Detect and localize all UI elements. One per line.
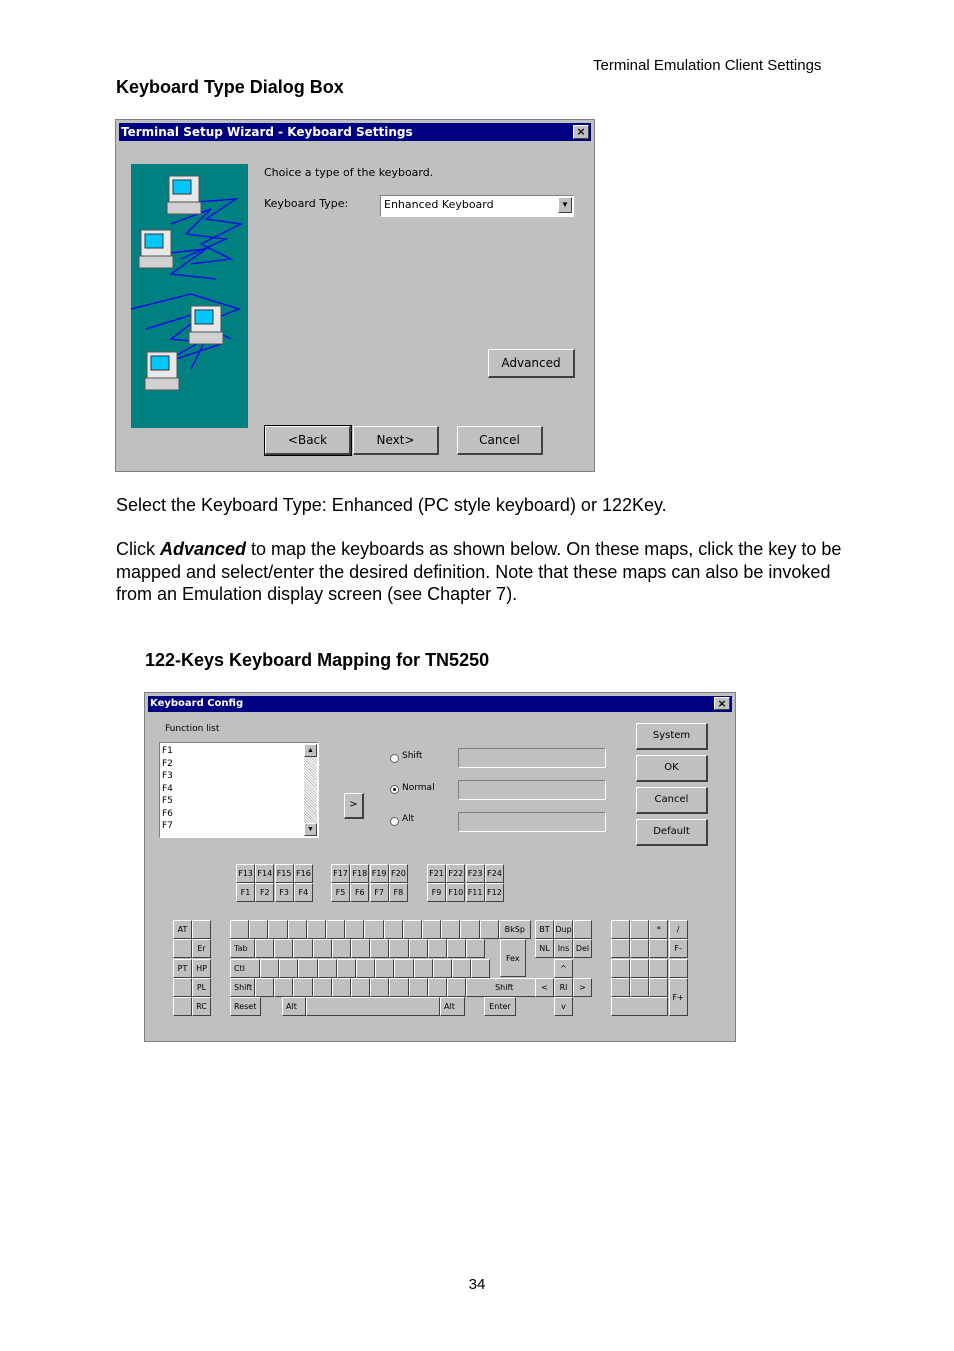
- numpad-key[interactable]: F+: [669, 978, 688, 1016]
- cancel-button[interactable]: Cancel: [457, 426, 543, 455]
- nav-key[interactable]: BT: [535, 920, 554, 939]
- main-key[interactable]: [337, 959, 356, 978]
- nav-key[interactable]: [573, 920, 592, 939]
- default-button[interactable]: Default: [636, 819, 708, 846]
- function-key[interactable]: F11: [466, 883, 485, 902]
- main-key[interactable]: [288, 920, 307, 939]
- function-key[interactable]: F4: [294, 883, 313, 902]
- keyboard-config-dialog: [144, 692, 736, 1042]
- function-key[interactable]: F24: [485, 864, 504, 883]
- normal-definition-field[interactable]: [458, 780, 606, 800]
- function-key[interactable]: F13: [236, 864, 255, 883]
- function-key[interactable]: F9: [427, 883, 446, 902]
- main-key[interactable]: [313, 939, 332, 958]
- main-key[interactable]: [293, 978, 312, 997]
- function-key[interactable]: F22: [446, 864, 465, 883]
- left-block-key[interactable]: PL: [192, 978, 211, 997]
- main-key[interactable]: [345, 920, 364, 939]
- keyboard-prompt: Choice a type of the keyboard.: [264, 166, 434, 179]
- scroll-down-icon[interactable]: ▼: [304, 823, 317, 836]
- function-key[interactable]: F2: [255, 883, 274, 902]
- radio-normal-label: Normal: [402, 783, 435, 793]
- function-key[interactable]: F12: [485, 883, 504, 902]
- keyboard-type-value: Enhanced Keyboard: [384, 198, 494, 211]
- close-icon[interactable]: ×: [573, 125, 589, 139]
- page-number: 34: [468, 1276, 486, 1293]
- main-key[interactable]: [403, 920, 422, 939]
- list-item[interactable]: F6: [162, 808, 173, 819]
- para-rest: to map the keyboards as shown below. On these maps, click the key to be mapped and select/enter the desired definition. Note that these maps can also be invoked from an Emulation display screen (see Chapter 7).: [116, 539, 842, 604]
- tab-key[interactable]: Tab: [230, 939, 255, 958]
- main-key[interactable]: [230, 920, 249, 939]
- ctrl-key[interactable]: Ctl: [230, 959, 260, 978]
- numpad-key[interactable]: *: [649, 920, 668, 939]
- left-block-key[interactable]: Er: [192, 939, 211, 958]
- left-block-key[interactable]: HP: [192, 959, 211, 978]
- main-key[interactable]: [447, 939, 466, 958]
- left-block-key[interactable]: AT: [173, 920, 192, 939]
- function-key[interactable]: F3: [275, 883, 294, 902]
- wizard-dialog: [115, 119, 595, 472]
- function-list-label: Function list: [165, 724, 220, 734]
- main-key[interactable]: [313, 978, 332, 997]
- main-key[interactable]: [384, 920, 403, 939]
- left-block-key[interactable]: [192, 920, 211, 939]
- function-key[interactable]: F7: [370, 883, 389, 902]
- main-key[interactable]: [332, 939, 351, 958]
- numpad-key[interactable]: [669, 959, 688, 978]
- main-key[interactable]: [255, 978, 274, 997]
- function-key[interactable]: F10: [446, 883, 465, 902]
- system-button[interactable]: System: [636, 723, 708, 750]
- function-key[interactable]: F18: [350, 864, 369, 883]
- main-key[interactable]: [389, 978, 408, 997]
- main-key[interactable]: [428, 978, 447, 997]
- nav-key[interactable]: Ins: [554, 939, 573, 958]
- backspace-key[interactable]: BkSp: [499, 920, 531, 939]
- radio-normal[interactable]: [390, 785, 399, 794]
- section-heading-122-keys: 122-Keys Keyboard Mapping for TN5250: [145, 650, 490, 670]
- function-key[interactable]: F17: [331, 864, 350, 883]
- nav-key[interactable]: Del: [573, 939, 592, 958]
- scroll-up-icon[interactable]: ▲: [304, 744, 317, 757]
- function-key[interactable]: F21: [427, 864, 446, 883]
- radio-alt-label: Alt: [402, 814, 415, 824]
- main-key[interactable]: [307, 920, 326, 939]
- list-item[interactable]: F5: [162, 796, 173, 806]
- function-listbox[interactable]: [159, 742, 319, 838]
- main-key[interactable]: [260, 959, 279, 978]
- function-key[interactable]: F15: [275, 864, 294, 883]
- advanced-emphasis: Advanced: [160, 539, 247, 559]
- list-scrollbar[interactable]: [304, 744, 317, 836]
- assign-arrow-button[interactable]: >: [344, 793, 364, 819]
- main-key[interactable]: [274, 939, 293, 958]
- numpad-key[interactable]: [611, 959, 630, 978]
- network-illustration: [131, 164, 248, 428]
- main-key[interactable]: [409, 978, 428, 997]
- arrow-up-key[interactable]: ^: [554, 959, 573, 978]
- keyboard-type-select[interactable]: [380, 195, 574, 217]
- numpad-key[interactable]: [611, 978, 630, 997]
- list-item[interactable]: F1: [162, 746, 173, 756]
- main-key[interactable]: [447, 978, 466, 997]
- kbconfig-title: Keyboard Config: [150, 698, 244, 709]
- arrow-down-key[interactable]: v: [554, 997, 573, 1016]
- main-key[interactable]: [409, 939, 428, 958]
- running-head: Terminal Emulation Client Settings: [593, 57, 822, 74]
- left-block-key[interactable]: RC: [192, 997, 211, 1016]
- main-key[interactable]: [318, 959, 337, 978]
- cancel-button[interactable]: Cancel: [636, 787, 708, 814]
- wizard-titlebar: [119, 123, 591, 141]
- numpad-key[interactable]: [630, 959, 649, 978]
- main-key[interactable]: [414, 959, 433, 978]
- main-key[interactable]: [249, 920, 268, 939]
- paragraph-select-type: Select the Keyboard Type: Enhanced (PC style keyboard) or 122Key.: [116, 495, 667, 515]
- chevron-down-icon[interactable]: ▼: [558, 197, 572, 213]
- function-key[interactable]: F16: [294, 864, 313, 883]
- paragraph-advanced: [116, 538, 846, 606]
- left-block-key[interactable]: [173, 939, 192, 958]
- main-key[interactable]: [370, 978, 389, 997]
- main-key[interactable]: [480, 920, 499, 939]
- main-key[interactable]: [274, 978, 293, 997]
- kbconfig-titlebar: [148, 696, 732, 712]
- list-item[interactable]: F3: [162, 771, 173, 781]
- enter-key[interactable]: Enter: [484, 997, 516, 1016]
- numpad-key[interactable]: [630, 939, 649, 958]
- main-key[interactable]: [370, 939, 389, 958]
- back-button[interactable]: <Back: [265, 426, 351, 455]
- main-key[interactable]: [471, 959, 490, 978]
- numpad-zero-key[interactable]: [611, 997, 668, 1016]
- function-key[interactable]: F19: [370, 864, 389, 883]
- field-exit-key[interactable]: Fex: [500, 939, 526, 977]
- function-key[interactable]: F14: [255, 864, 274, 883]
- next-button[interactable]: Next>: [353, 426, 439, 455]
- nav-key[interactable]: Dup: [554, 920, 573, 939]
- main-key[interactable]: [279, 959, 298, 978]
- main-key[interactable]: [351, 939, 370, 958]
- main-key[interactable]: [375, 959, 394, 978]
- left-block-key[interactable]: [173, 997, 192, 1016]
- shift-right-key[interactable]: Shift: [466, 978, 542, 997]
- main-key[interactable]: [422, 920, 441, 939]
- main-key[interactable]: [441, 920, 460, 939]
- radio-shift-label: Shift: [402, 751, 423, 761]
- reset-key[interactable]: Reset: [230, 997, 261, 1016]
- main-key[interactable]: [466, 939, 485, 958]
- numpad-key[interactable]: /: [669, 920, 688, 939]
- function-key[interactable]: F5: [331, 883, 350, 902]
- left-block-key[interactable]: PT: [173, 959, 192, 978]
- advanced-button[interactable]: Advanced: [488, 349, 575, 378]
- main-key[interactable]: [433, 959, 452, 978]
- arrow-left-key[interactable]: <: [535, 978, 554, 997]
- main-key[interactable]: [428, 939, 447, 958]
- wizard-title: Terminal Setup Wizard - Keyboard Settings: [121, 125, 413, 139]
- ok-button[interactable]: OK: [636, 755, 708, 782]
- numpad-key[interactable]: F-: [669, 939, 688, 958]
- numpad-key[interactable]: [611, 939, 630, 958]
- space-key[interactable]: [306, 997, 440, 1016]
- shift-definition-field[interactable]: [458, 748, 606, 768]
- main-key[interactable]: [293, 939, 312, 958]
- list-item[interactable]: F7: [162, 821, 173, 831]
- function-key[interactable]: F23: [466, 864, 485, 883]
- numpad-key[interactable]: [611, 920, 630, 939]
- main-key[interactable]: [255, 939, 274, 958]
- numpad-key[interactable]: [649, 959, 668, 978]
- function-key[interactable]: F6: [350, 883, 369, 902]
- numpad-key[interactable]: [630, 978, 649, 997]
- left-block-key[interactable]: [173, 978, 192, 997]
- section-heading-keyboard-type: Keyboard Type Dialog Box: [116, 77, 344, 97]
- nav-key[interactable]: NL: [535, 939, 554, 958]
- alt-left-key[interactable]: Alt: [282, 997, 306, 1016]
- numpad-key[interactable]: [630, 920, 649, 939]
- numpad-key[interactable]: [649, 978, 668, 997]
- function-key[interactable]: F1: [236, 883, 255, 902]
- function-key[interactable]: F20: [389, 864, 408, 883]
- main-key[interactable]: [326, 920, 345, 939]
- radio-shift[interactable]: [390, 754, 399, 763]
- radio-alt[interactable]: [390, 817, 399, 826]
- main-key[interactable]: [332, 978, 351, 997]
- alt-definition-field[interactable]: [458, 812, 606, 832]
- nav-key[interactable]: Rl: [554, 978, 573, 997]
- main-key[interactable]: [364, 920, 383, 939]
- para-prefix: Click: [116, 539, 160, 559]
- list-item[interactable]: F4: [162, 783, 173, 794]
- main-key[interactable]: [452, 959, 471, 978]
- main-key[interactable]: [356, 959, 375, 978]
- arrow-right-key[interactable]: >: [573, 978, 592, 997]
- main-key[interactable]: [298, 959, 317, 978]
- main-key[interactable]: [394, 959, 413, 978]
- list-item[interactable]: F2: [162, 758, 173, 769]
- main-key[interactable]: [351, 978, 370, 997]
- shift-left-key[interactable]: Shift: [230, 978, 255, 997]
- main-key[interactable]: [268, 920, 287, 939]
- main-key[interactable]: [389, 939, 408, 958]
- alt-right-key[interactable]: Alt: [440, 997, 465, 1016]
- network-computers-icon: [131, 164, 248, 428]
- function-key[interactable]: F8: [389, 883, 408, 902]
- keyboard-type-label: Keyboard Type:: [264, 197, 349, 210]
- main-key[interactable]: [460, 920, 479, 939]
- numpad-key[interactable]: [649, 939, 668, 958]
- close-icon[interactable]: ×: [714, 697, 730, 710]
